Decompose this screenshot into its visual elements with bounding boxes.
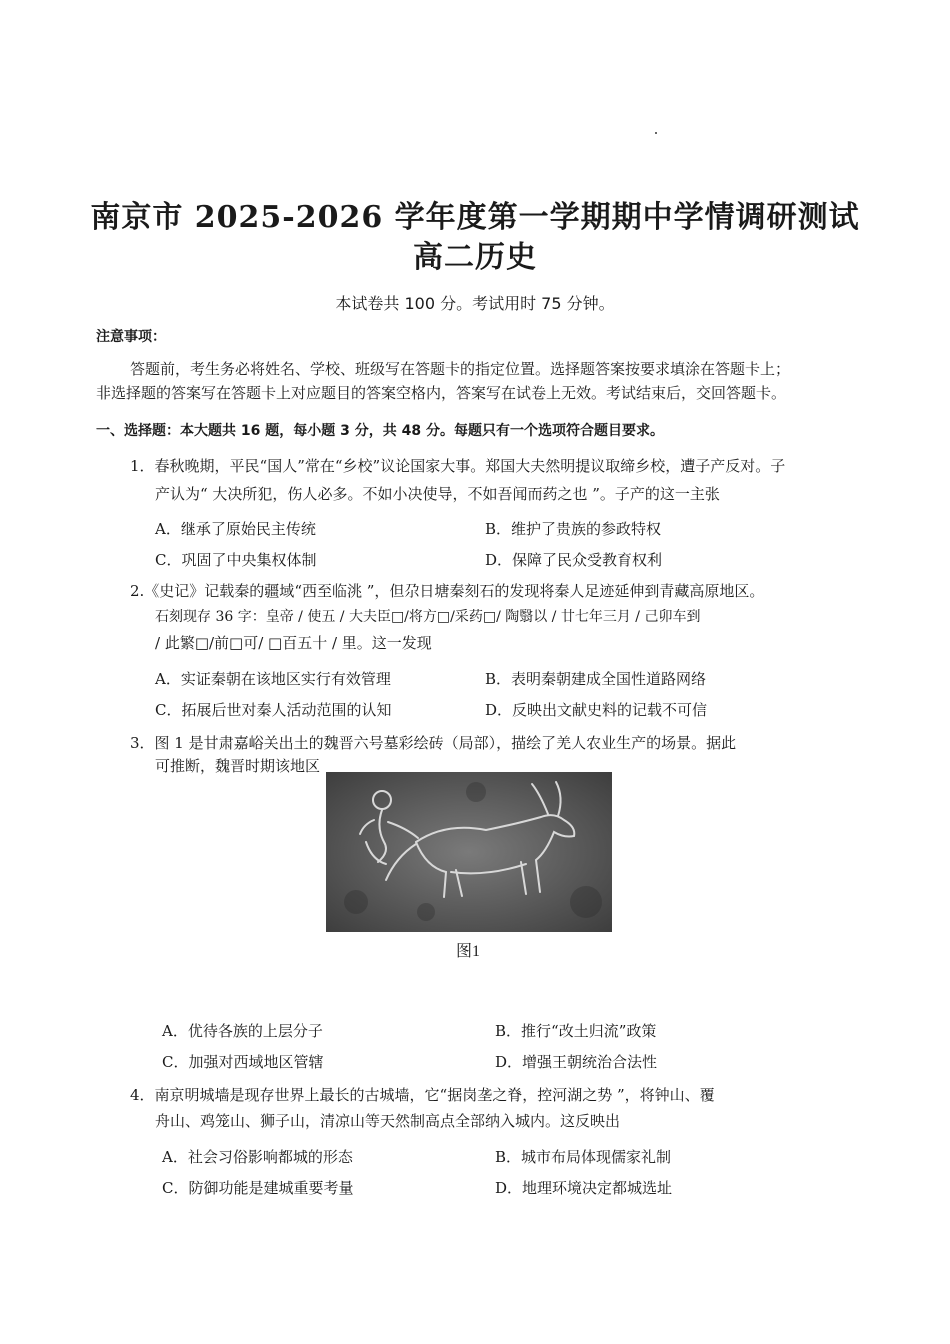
exam-title: 南京市 2025-2026 学年度第一学期期中学情调研测试 [90, 200, 860, 235]
q3-option-c[interactable]: C．加强对西域地区管辖 [162, 1053, 324, 1071]
subject-title: 高二历史 [413, 240, 537, 275]
q1-option-d[interactable]: D．保障了民众受教育权利 [485, 551, 663, 569]
q3-option-d[interactable]: D．增强王朝统治合法性 [495, 1053, 658, 1071]
q2-option-b[interactable]: B．表明秦朝建成全国性道路网络 [485, 670, 707, 688]
figure-1-caption: 图1 [456, 943, 481, 960]
q1-option-a[interactable]: A．继承了原始民主传统 [155, 520, 316, 538]
notice-heading: 注意事项： [96, 329, 166, 345]
q4-stem-line-1: 4．南京明城墙是现存世界上最长的古城墙，它“据岗垄之脊，控河湖之势 ”，将钟山、覆 [130, 1086, 715, 1104]
q3-stem-line-1: 3．图 1 是甘肃嘉峪关出土的魏晋六号墓彩绘砖（局部），描绘了羌人农业生产的场景。据此 [130, 734, 737, 752]
q2-stem-line-3: / 此繁□/前□可/ □百五十 / 里。这一发现 [155, 634, 432, 652]
q3-stem-line-2: 可推断，魏晋时期该地区 [155, 757, 321, 775]
q1-stem-line-1: 1．春秋晚期，平民“国人”常在“乡校”议论国家大事。郑国大夫然明提议取缔乡校，遭子产反对。子 [130, 457, 786, 475]
q4-option-d[interactable]: D．地理环境决定都城选址 [495, 1179, 673, 1197]
q2-option-d[interactable]: D．反映出文献史料的记载不可信 [485, 701, 708, 719]
q4-stem-line-2: 舟山、鸡笼山、狮子山，清凉山等天然制高点全部纳入城内。这反映出 [155, 1112, 621, 1130]
q4-option-a[interactable]: A．社会习俗影响都城的形态 [162, 1148, 353, 1166]
q2-stem-line-1: 2.《史记》记载秦的疆域“西至临洮 ”，但尕日塘秦刻石的发现将秦人足迹延伸到青藏高原地区。 [130, 582, 765, 600]
q1-stem-line-2: 产认为“ 大决所犯，伤人必多。不如小决使导，不如吾闻而药之也 ”。子产的这一主张 [155, 485, 720, 503]
q4-option-c[interactable]: C．防御功能是建城重要考量 [162, 1179, 354, 1197]
exam-info: 本试卷共 100 分。考试用时 75 分钟。 [335, 294, 615, 313]
section-heading: 一、选择题：本大题共 16 题，每小题 3 分，共 48 分。每题只有一个选项符合题目要求。 [96, 423, 664, 439]
q4-option-b[interactable]: B．城市布局体现儒家礼制 [495, 1148, 672, 1166]
q3-option-b[interactable]: B．推行“改土归流”政策 [495, 1022, 657, 1040]
q1-option-b[interactable]: B．维护了贵族的参政特权 [485, 520, 662, 538]
stray-mark [655, 132, 657, 134]
notice-line-2: 非选择题的答案写在答题卡上对应题目的答案空格内，答案写在试卷上无效。考试结束后，交回答题卡。 [96, 384, 787, 402]
q2-option-c[interactable]: C．拓展后世对秦人活动范围的认知 [155, 701, 392, 719]
q2-option-a[interactable]: A．实证秦朝在该地区实行有效管理 [155, 670, 391, 688]
q3-option-a[interactable]: A．优待各族的上层分子 [162, 1022, 323, 1040]
notice-line-1: 答题前，考生务必将姓名、学校、班级写在答题卡的指定位置。选择题答案按要求填涂在答题卡上； [130, 360, 791, 378]
q1-option-c[interactable]: C．巩固了中央集权体制 [155, 551, 317, 569]
figure-1-brick-painting [326, 772, 612, 932]
q2-stem-line-2: 石刻现存 36 字：皇帝 / 使五 / 大夫臣□/将方□/采药□/ 陶翳以 / 廿七年三月 / 己卯车到 [155, 609, 701, 625]
